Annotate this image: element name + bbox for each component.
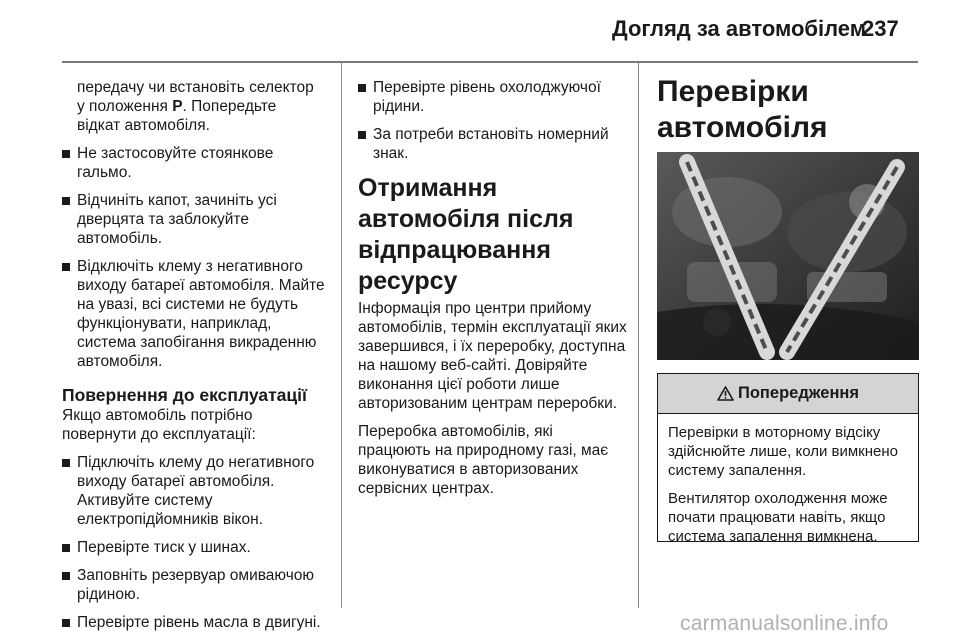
list-item: [62, 144, 330, 182]
section-heading-checks: Перевірки автомобіля: [657, 75, 828, 144]
list-item-text: За потреби встановіть номерний знак.: [373, 126, 609, 162]
intro-line: відкат автомобіля.: [77, 117, 210, 134]
bullet-square-icon: [62, 150, 70, 158]
list-item: [62, 453, 330, 529]
watermark: carmanualsonline.info: [680, 612, 889, 635]
page-number: 237: [862, 16, 899, 41]
list-item-text: Перевірте тиск у шинах.: [77, 539, 251, 556]
bullet-square-icon: [62, 263, 70, 271]
column-1: [62, 78, 330, 641]
column-divider: [638, 63, 639, 608]
warning-header: [658, 374, 918, 414]
recycling-paragraph: Інформація про центри прийому автомобілів, термін експлуатації яких завершився, і їх переробку, доступна на нашому веб-сайті. Довіряйте виконання цієї роботи лише авторизованим центрам переробки.: [358, 300, 627, 412]
list-item: [62, 566, 330, 604]
column-divider: [341, 63, 342, 608]
list-item: [358, 78, 628, 116]
intro-text: . Попередьте: [182, 98, 277, 115]
intro-text: у положення: [77, 98, 173, 115]
page-header: [0, 0, 960, 62]
return-paragraph: Якщо автомобіль потрібно повернути до експлуатації:: [62, 407, 256, 443]
bullet-square-icon: [62, 619, 70, 627]
header-rule: [62, 61, 918, 63]
list-item-text: Підключіть клему до негативного виходу батареї автомобіля. Активуйте систему електропідйомників вікон.: [77, 454, 315, 528]
intro-line: [77, 97, 330, 116]
list-item-text: Відключіть клему з негативного виходу батареї автомобіля. Майте на увазі, всі системи не будуть функціонувати, наприклад, система запобігання викраденню автомобіля.: [77, 258, 325, 370]
intro-paragraph: [62, 78, 330, 135]
bullet-square-icon: [358, 131, 366, 139]
gear-position-p: P: [172, 98, 183, 115]
warning-paragraph: Вентилятор охолодження може почати працювати навіть, якщо система запалення вимкнена.: [668, 490, 888, 545]
gas-recycling-paragraph: Переробка автомобілів, які працюють на природному газі, має виконуватися в авторизованих сервісних центрах.: [358, 423, 609, 497]
intro-line: передачу чи встановіть селектор: [77, 79, 314, 96]
engine-bay-drawing: [657, 152, 919, 360]
section-heading-end-of-life: Отримання автомобіля після відпрацювання ресурсу: [358, 174, 574, 295]
warning-triangle-icon: [717, 386, 734, 401]
list-item-text: Не застосовуйте стоянкове гальмо.: [77, 145, 274, 181]
column-2: [358, 78, 628, 507]
warning-body: [658, 414, 918, 546]
list-item-text: Заповніть резервуар омиваючою рідиною.: [77, 567, 315, 603]
list-item: [62, 613, 330, 632]
warning-title: Попередження: [737, 384, 860, 402]
list-item-text: Відчиніть капот, зачиніть усі дверцята та заблокуйте автомобіль.: [77, 192, 277, 247]
bullet-square-icon: [62, 459, 70, 467]
list-item: [62, 257, 330, 371]
bullet-square-icon: [62, 572, 70, 580]
list-item-text: Перевірте рівень масла в двигуні.: [77, 614, 321, 631]
list-item: [62, 538, 330, 557]
bullet-square-icon: [358, 84, 366, 92]
bullet-square-icon: [62, 544, 70, 552]
warning-paragraph: Перевірки в моторному відсіку здійснюйте лише, коли вимкнено систему запалення.: [668, 424, 898, 479]
list-item: [62, 191, 330, 248]
header-title: Догляд за автомобілем: [612, 16, 867, 41]
list-item-text: Перевірте рівень охолоджуючої рідини.: [373, 79, 601, 115]
engine-bay-illustration: [657, 152, 919, 360]
list-item: [358, 125, 628, 163]
bullet-square-icon: [62, 197, 70, 205]
section-heading-return: Повернення до експлуатації: [62, 385, 307, 405]
warning-box: [657, 373, 919, 545]
